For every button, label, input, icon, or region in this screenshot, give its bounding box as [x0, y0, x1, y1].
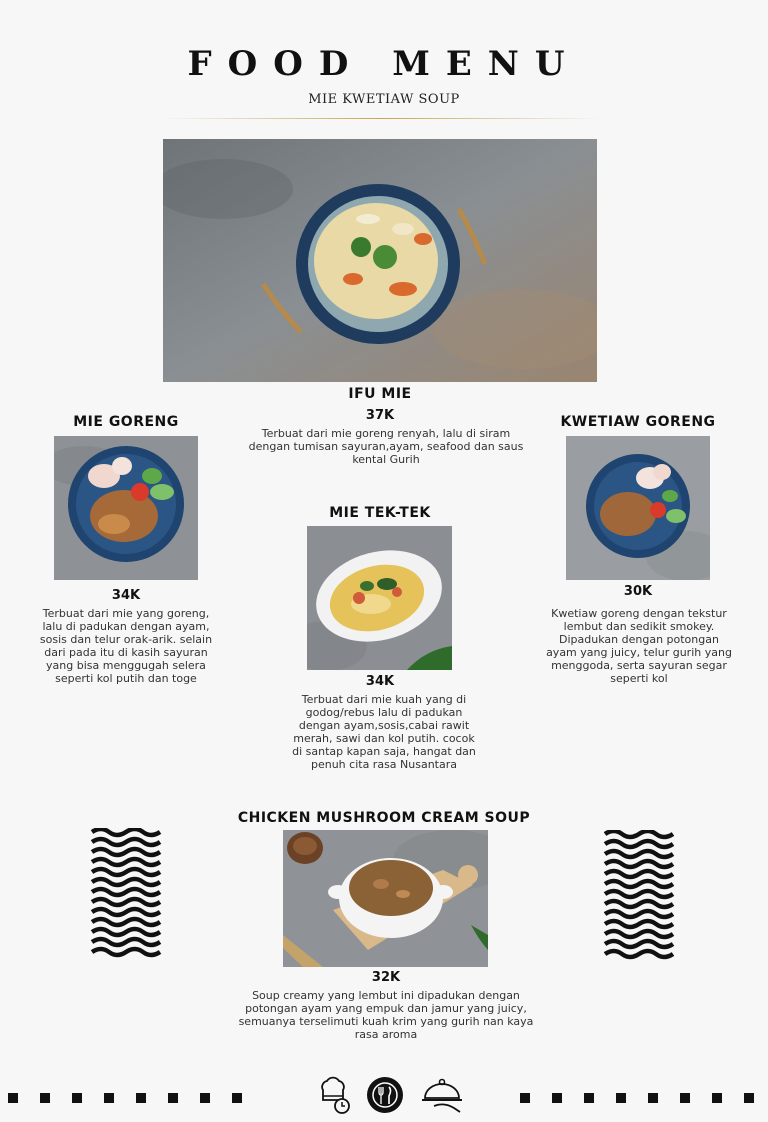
mie-goreng-desc: Terbuat dari mie yang goreng, lalu di padukan dengan ayam, sosis dan telur orak-arik. selain dari pada itu di kasih sayuran yang bisa menggugah selera seperti kol putih dan toge — [39, 607, 213, 685]
kwetiaw-goreng-price: 30K — [623, 584, 653, 599]
mie-tek-tek-photo — [307, 526, 452, 670]
mie-tek-tek-desc: Terbuat dari mie kuah yang di godog/rebus lalu di padukan dengan ayam,sosis,cabai rawit merah, sawi dan kol putih. cocok di santap kapan saja, hangat dan penuh cita rasa Nusantara — [292, 693, 476, 771]
kwetiaw-goreng-desc: Kwetiaw goreng dengan tekstur lembut dan sedikit smokey. Dipadukan dengan potongan ayam yang juicy, telur gurih yang menggoda, serta sayuran segar seperti kol — [546, 607, 732, 685]
decorative-squares-left — [8, 1093, 242, 1103]
ifu-mie-desc: Terbuat dari mie goreng renyah, lalu di siram dengan tumisan sayuran,ayam, seafood dan saus kental Gurih — [248, 427, 524, 466]
mie-tek-tek-price: 34K — [365, 674, 395, 689]
mie-goreng-name: MIE GORENG — [73, 414, 179, 430]
mie-goreng-photo — [54, 436, 198, 580]
chicken-soup-photo — [283, 830, 488, 967]
ifu-mie-photo — [163, 139, 597, 382]
ifu-mie-price: 37K — [365, 408, 395, 423]
wavy-lines-icon — [90, 828, 162, 960]
mie-tek-tek-name: MIE TEK-TEK — [329, 505, 431, 521]
chicken-soup-desc: Soup creamy yang lembut ini dipadukan dengan potongan ayam yang empuk dan jamur yang juicy, semuanya terselimuti kuah krim yang gurih nan kaya rasa aroma — [238, 989, 534, 1041]
chicken-soup-price: 32K — [371, 970, 401, 985]
mie-goreng-price: 34K — [111, 588, 141, 603]
ifu-mie-name: IFU MIE — [348, 386, 412, 402]
header-divider — [162, 118, 602, 119]
plate-cutlery-icon — [366, 1076, 404, 1114]
menu-title: FOOD MENU — [187, 44, 581, 84]
kwetiaw-goreng-name: KWETIAW GORENG — [560, 414, 716, 430]
chef-hat-clock-icon — [314, 1076, 352, 1114]
menu-subtitle: MIE KWETIAW SOUP — [308, 92, 460, 107]
decorative-squares-right — [520, 1093, 754, 1103]
wavy-lines-icon — [603, 830, 675, 962]
cloche-serving-icon — [420, 1076, 464, 1114]
chicken-soup-name: CHICKEN MUSHROOM CREAM SOUP — [237, 810, 531, 826]
kwetiaw-goreng-photo — [566, 436, 710, 580]
